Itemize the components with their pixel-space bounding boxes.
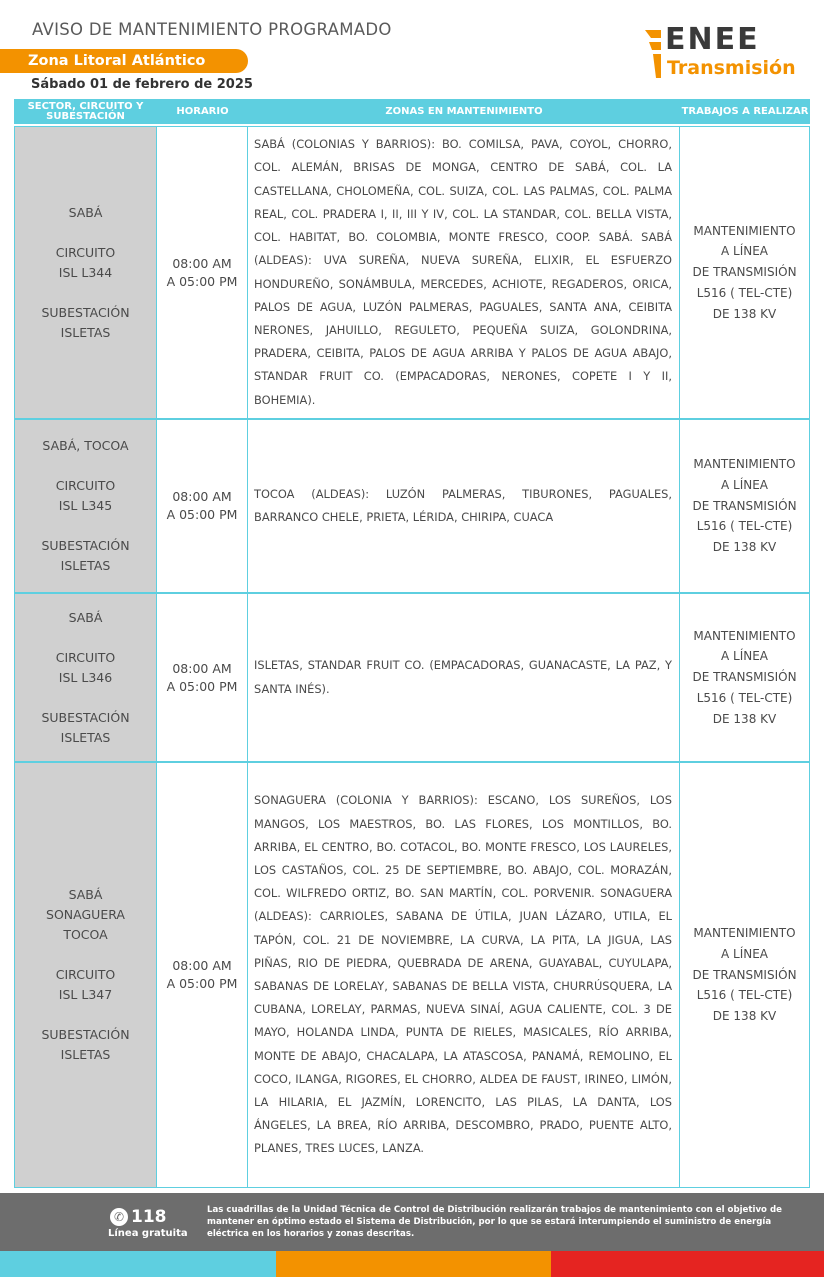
work-line: DE 138 KV xyxy=(712,540,777,555)
notice-title: AVISO DE MANTENIMIENTO PROGRAMADO xyxy=(32,20,392,39)
phone-number xyxy=(110,1207,167,1227)
work-line: L516 ( TEL-CTE) xyxy=(696,285,793,300)
schedule-cell xyxy=(157,419,248,593)
sector-line: CIRCUITO xyxy=(55,244,116,260)
header-schedule: HORARIO xyxy=(176,105,229,117)
zones-text: ISLETAS, STANDAR FRUIT CO. (EMPACADORAS, GUANACASTE, LA PAZ, Y SANTA INÉS). xyxy=(254,658,672,696)
logo-subtitle: Transmisión xyxy=(667,57,796,79)
work-cell xyxy=(680,419,810,593)
zones-cell xyxy=(248,126,680,419)
work-line: A LÍNEA xyxy=(720,649,768,664)
sector-line: SABÁ xyxy=(68,204,103,220)
work-cell xyxy=(680,126,810,419)
phone-icon: ✆ xyxy=(110,1208,128,1226)
notice-date: Sábado 01 de febrero de 2025 xyxy=(31,77,253,92)
logo-name: ENEE xyxy=(665,22,760,57)
sector-line: CIRCUITO xyxy=(55,967,116,982)
work-line: DE 138 KV xyxy=(712,1009,777,1024)
table-row xyxy=(14,126,810,419)
work-line: MANTENIMIENTO xyxy=(693,926,796,940)
zones-cell xyxy=(248,593,680,762)
work-line: DE 138 KV xyxy=(712,711,777,726)
work-cell xyxy=(680,762,810,1188)
schedule-cell xyxy=(157,593,248,762)
table-row xyxy=(14,593,810,762)
sector-line: CIRCUITO xyxy=(55,649,116,665)
work-line: DE TRANSMISIÓN xyxy=(692,265,797,280)
work-line: DE 138 KV xyxy=(712,306,777,321)
header-work: TRABAJOS A REALIZAR xyxy=(681,105,809,117)
sector-line: SUBESTACIÓN xyxy=(41,1027,130,1042)
sector-line: SUBESTACIÓN xyxy=(41,538,130,553)
work-line: DE TRANSMISIÓN xyxy=(692,670,797,685)
work-line: L516 ( TEL-CTE) xyxy=(696,690,793,705)
schedule-line: A 05:00 PM xyxy=(166,507,238,522)
work-line: DE TRANSMISIÓN xyxy=(692,967,797,982)
work-line: DE TRANSMISIÓN xyxy=(692,498,797,513)
footer-stripe-red xyxy=(551,1251,824,1277)
zones-text: TOCOA (ALDEAS): LUZÓN PALMERAS, TIBURONES, PAGUALES, BARRANCO CHELE, PRIETA, LÉRIDA, CHIRIPA, CUACA xyxy=(254,486,672,524)
table-header xyxy=(14,99,810,124)
sector-cell xyxy=(14,126,157,419)
schedule-cell xyxy=(157,126,248,419)
footer-stripe-orange xyxy=(276,1251,551,1277)
phone-number-text: 118 xyxy=(131,1207,167,1227)
sector-line: ISLETAS xyxy=(60,729,111,745)
sector-line: TOCOA xyxy=(63,927,108,942)
sector-line: SUBESTACIÓN xyxy=(41,304,130,320)
sector-cell xyxy=(14,762,157,1188)
schedule-line: 08:00 AM xyxy=(172,660,232,676)
zones-text: SONAGUERA (COLONIA Y BARRIOS): ESCANO, LOS SUREÑOS, LOS MANGOS, LOS MAESTROS, BO. LAS FLORES, LOS MONTILLOS, BO. ARRIBA, EL CENTRO, BO. COTACOL, BO. MONTE FRESCO, LOS LAURELES, LOS CASTAÑOS, COL. 25 DE SEPTIEMBRE, BO. ABAJO, COL. MORAZÁN, COL. WILFREDO ORTIZ, BO. SAN MARTÍN, COL. PORVENIR. SONAGUERA (ALDEAS): CARRIOLES, SABANA DE ÚTILA, JUAN LÁZARO, UTILA, EL TAPÓN, COL. 21 DE NOVIEMBRE, LA CURVA, LA PITA, LA JIGUA, LAS PIÑAS, RIO DE PIEDRA, QUEBRADA DE ARENA, GUAYABAL, CUYULAPA, SABANAS DE LORELAY, SABANAS DE BELLA VISTA, CHURRÚSQUERA, LA CUBANA, LORELAY, PARMAS, NUEVA SINAÍ, AGUA CALIENTE, COL. 3 DE MAYO, HOLANDA LINDA, PUNTA DE RIELES, MASICALES, RÍO ARRIBA, MONTE DE ABAJO, CHACALAPA, LA ATASCOSA, PANAMÁ, REMOLINO, EL COCO, ILANGA, RIGORES, EL CHORRO, ALDEA DE FAUST, IRINEO, LIMÓN, LA HILARIA, EL JAZMÍN, LORENCITO, LAS PILAS, LA DANTA, LOS ÁNGELES, LA BREA, RÍO ARRIBA, DESCOMBRO, PRADO, PUENTE ALTO, PLANES, TRES LUCES, LANZA. xyxy=(254,793,672,1156)
disclaimer-text: Las cuadrillas de la Unidad Técnica de Control de Distribución realizarán trabajos de mantenimiento con el objetivo de mantener en óptimo estado el Sistema de Distribución, por lo que se estará interumpiendo el suministro de energía eléctrica en los horarios y zonas descritas. xyxy=(207,1205,782,1239)
work-line: A LÍNEA xyxy=(720,946,768,961)
work-line: L516 ( TEL-CTE) xyxy=(696,988,793,1003)
schedule-line: A 05:00 PM xyxy=(166,976,238,991)
sector-line: CIRCUITO xyxy=(55,478,116,493)
zones-text: SABÁ (COLONIAS Y BARRIOS): BO. COMILSA, PAVA, COYOL, CHORRO, COL. ALEMÁN, BRISAS DE MONGA, CENTRO DE SABÁ, COL. LA CASTELLANA, CHOLOMEÑA, COL. SUIZA, COL. LAS PALMAS, COL. PALMA REAL, COL. PRADERA I, II, III Y IV, COL. LA STANDAR, COL. BELLA VISTA, COL. HABITAT, BO. COLOMBIA, MONTE FRESCO, COOP. SABÁ. SABÁ (ALDEAS): UVA SUREÑA, NUEVA SUREÑA, ELIXIR, EL ESFUERZO HONDUREÑO, SONÁMBULA, MERCEDES, ACHIOTE, REGADEROS, ORICA, PALOS DE AGUA, LUZÓN PALMERAS, PAGUALES, SANTA ANA, CEIBITA NERONES, JAHUILLO, REGULETO, PEQUEÑA SUIZA, GOLONDRINA, PRADERA, CEIBITA, PALOS DE AGUA ARRIBA Y PALOS DE AGUA ABAJO, STANDAR FRUIT CO. (EMPACADORAS, NERONES, COPETE I Y II, BOHEMIA). xyxy=(254,137,672,407)
work-line: MANTENIMIENTO xyxy=(693,628,796,643)
enee-logo xyxy=(645,22,815,82)
sector-line: SUBESTACIÓN xyxy=(41,709,130,725)
sector-cell xyxy=(14,593,157,762)
schedule-line: A 05:00 PM xyxy=(166,678,238,694)
zone-banner: Zona Litoral Atlántico xyxy=(0,49,248,73)
sector-line: ISL L345 xyxy=(58,498,113,513)
schedule-line: 08:00 AM xyxy=(172,255,232,271)
sector-line: ISLETAS xyxy=(60,1047,111,1062)
schedule-line: 08:00 AM xyxy=(172,958,232,973)
sector-line: ISLETAS xyxy=(60,558,111,573)
zones-cell xyxy=(248,762,680,1188)
free-line-label: Línea gratuita xyxy=(108,1228,188,1239)
sector-line: SONAGUERA xyxy=(46,907,125,922)
footer xyxy=(0,1193,824,1251)
table-row xyxy=(14,762,810,1188)
sector-line: SABÁ xyxy=(68,609,103,625)
sector-line: ISLETAS xyxy=(60,324,111,340)
work-line: A LÍNEA xyxy=(720,244,768,259)
header-sector: SECTOR, CIRCUITO Y SUBESTACIÓN xyxy=(27,100,144,122)
schedule-line: A 05:00 PM xyxy=(166,273,238,289)
work-cell xyxy=(680,593,810,762)
sector-cell xyxy=(14,419,157,593)
sector-line: SABÁ xyxy=(68,887,103,902)
sector-line: SABÁ, TOCOA xyxy=(42,438,129,453)
footer-stripe-cyan xyxy=(0,1251,276,1277)
sector-line: ISL L344 xyxy=(58,264,113,280)
table-row xyxy=(14,419,810,593)
zones-cell xyxy=(248,419,680,593)
work-line: MANTENIMIENTO xyxy=(693,457,796,471)
header-zones: ZONAS EN MANTENIMIENTO xyxy=(385,105,543,117)
work-line: MANTENIMIENTO xyxy=(693,223,796,238)
sector-line: ISL L347 xyxy=(58,987,113,1002)
schedule-cell xyxy=(157,762,248,1188)
sector-line: ISL L346 xyxy=(58,669,113,685)
enee-logo-icon xyxy=(645,30,661,78)
work-line: L516 ( TEL-CTE) xyxy=(696,519,793,534)
schedule-line: 08:00 AM xyxy=(172,489,232,504)
work-line: A LÍNEA xyxy=(720,477,768,492)
